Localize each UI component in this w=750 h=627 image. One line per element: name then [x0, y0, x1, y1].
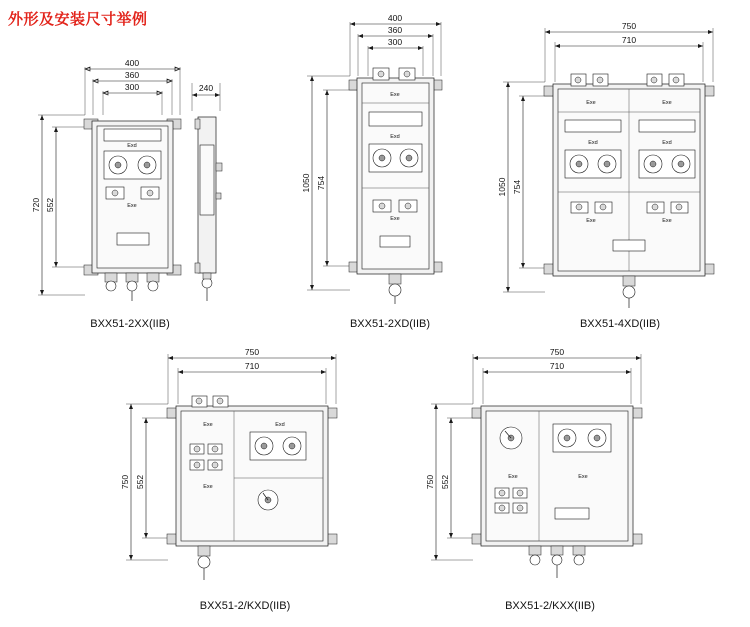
figure-bxx51-2xx — [20, 55, 240, 315]
figure-bxx51-4xd — [495, 20, 745, 315]
label-exd-l: Exd — [588, 140, 598, 146]
dim-754: 754 — [316, 175, 326, 191]
label-exe-right: Exe — [578, 474, 588, 480]
dim-400: 400 — [124, 58, 140, 68]
label-exe-br: Exe — [662, 218, 672, 224]
dim-710: 710 — [244, 361, 260, 371]
dim-710: 710 — [621, 35, 637, 45]
label-exe: Exe — [127, 203, 137, 209]
label-exe-bottom: Exe — [203, 484, 213, 490]
figure-bxx51-2xd — [295, 8, 485, 313]
figure-bxx51-2-kxd — [120, 348, 370, 598]
dim-300: 300 — [124, 82, 140, 92]
dim-720: 720 — [31, 197, 41, 213]
dim-750-v: 750 — [425, 474, 435, 490]
dim-710: 710 — [549, 361, 565, 371]
side-view — [192, 83, 222, 301]
label-exe-bl: Exe — [586, 218, 596, 224]
dim-750: 750 — [621, 21, 637, 31]
caption-fig5: BXX51-2/KXX(IIB) — [505, 600, 595, 612]
label-exd-r: Exd — [662, 140, 672, 146]
dim-750: 750 — [244, 348, 260, 357]
dim-552: 552 — [135, 474, 145, 490]
label-exd: Exd — [390, 134, 400, 140]
dim-750-v: 750 — [120, 474, 130, 490]
dim-400: 400 — [387, 13, 403, 23]
dim-754: 754 — [512, 179, 522, 195]
dim-552: 552 — [45, 197, 55, 213]
label-exd: Exd — [275, 422, 285, 428]
dim-1050: 1050 — [497, 177, 507, 197]
dim-1050: 1050 — [301, 173, 311, 193]
label-exe-tr: Exe — [662, 100, 672, 106]
label-exd: Exd — [127, 143, 137, 149]
caption-fig2: BXX51-2XD(IIB) — [349, 318, 431, 330]
caption-fig1: BXX51-2XX(IIB) — [90, 318, 170, 330]
caption-fig4: BXX51-2/KXD(IIB) — [199, 600, 291, 612]
label-exe-bottom: Exe — [390, 216, 400, 222]
label-exe-tl: Exe — [586, 100, 596, 106]
label-exe-top: Exe — [390, 92, 400, 98]
dim-360: 360 — [387, 25, 403, 35]
dim-360: 360 — [124, 70, 140, 80]
page-title: 外形及安装尺寸举例 — [8, 11, 148, 28]
dim-300: 300 — [387, 37, 403, 47]
figure-bxx51-2-kxx — [425, 348, 675, 598]
dim-552: 552 — [440, 474, 450, 490]
label-exe-top: Exe — [203, 422, 213, 428]
caption-fig3: BXX51-4XD(IIB) — [579, 318, 661, 330]
dim-750: 750 — [549, 348, 565, 357]
label-exe-left: Exe — [508, 474, 518, 480]
dim-240: 240 — [198, 83, 214, 93]
